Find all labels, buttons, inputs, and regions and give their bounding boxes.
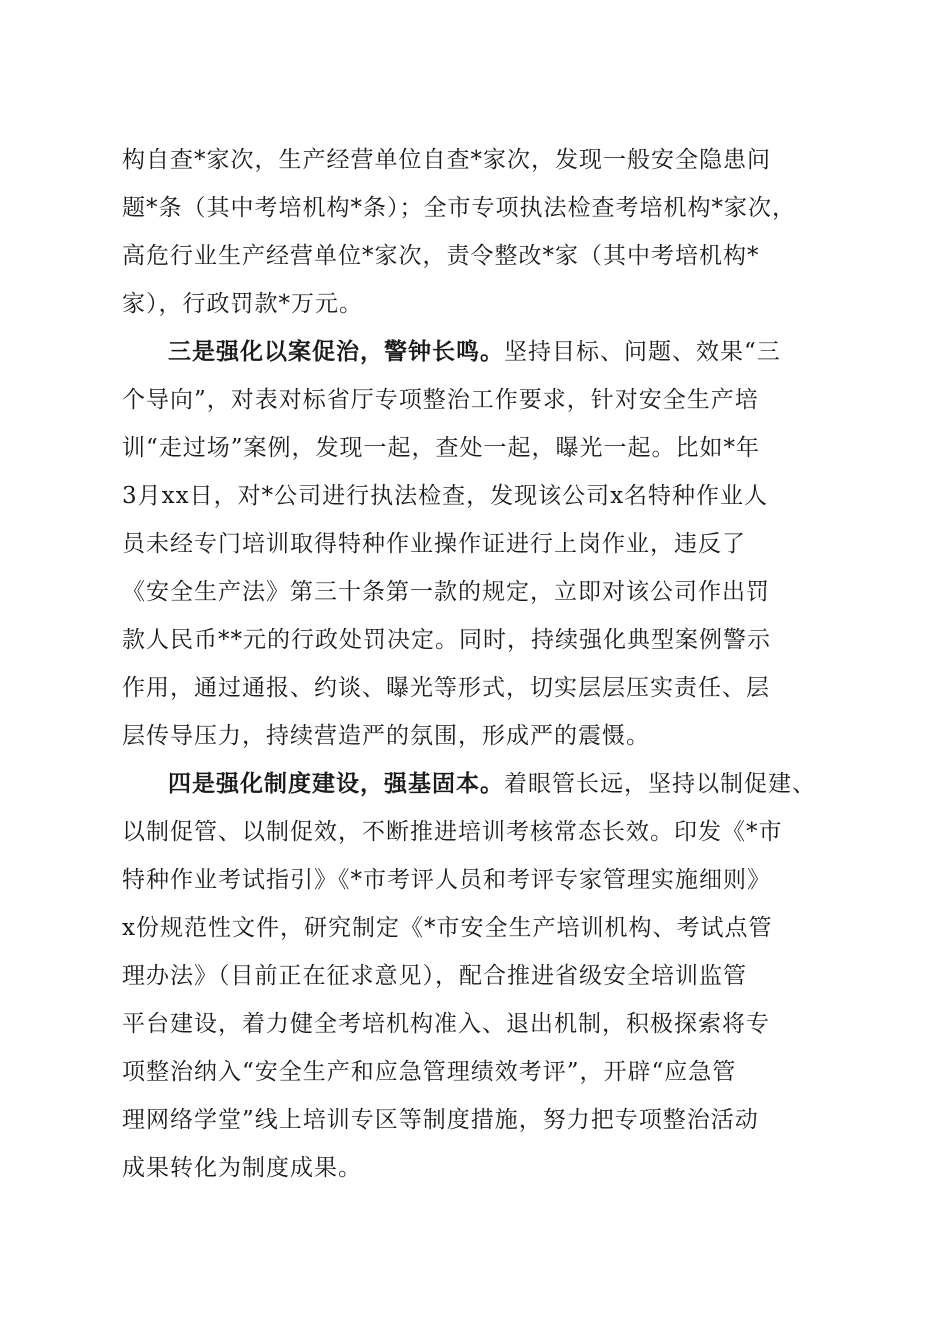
paragraph-text: 着眼管长远，坚持以制促建、 xyxy=(504,771,816,797)
paragraph-line: 高危行业生产经营单位*家次，责令整改*家（其中考培机构* xyxy=(122,243,760,269)
paragraph-text: 坚持目标、问题、效果“三 xyxy=(504,339,781,365)
paragraph-line: 员未经专门培训取得特种作业操作证进行上岗作业，违反了 xyxy=(122,531,746,557)
paragraph-line: 作用，通过通报、约谈、曝光等形式，切实层层压实责任、层 xyxy=(122,675,770,701)
paragraph-line: 理办法》（目前正在征求意见），配合推进省级安全培训监管 xyxy=(122,963,747,989)
paragraph-line: 《安全生产法》第三十条第一款的规定，立即对该公司作出罚 xyxy=(122,579,770,605)
paragraph-line: 家），行政罚款*万元。 xyxy=(122,291,363,317)
paragraph-line: 个导向”，对表对标省厅专项整治工作要求，针对安全生产培 xyxy=(122,387,759,413)
paragraph-line: 项整治纳入“安全生产和应急管理绩效考评”，开辟“应急管 xyxy=(122,1059,737,1085)
paragraph-first-line xyxy=(168,764,816,804)
paragraph-line: 平台建设，着力健全考培机构准入、退出机制，积极探索将专 xyxy=(122,1011,770,1037)
paragraph-heading: 三是强化以案促治，警钟长鸣。 xyxy=(168,338,504,365)
paragraph-line: 3月xx日，对*公司进行执法检查，发现该公司x名特种作业人 xyxy=(122,483,769,509)
paragraph-line: 构自查*家次，生产经营单位自查*家次，发现一般安全隐患问 xyxy=(122,147,771,173)
paragraph-line: 款人民币**元的行政处罚决定。同时，持续强化典型案例警示 xyxy=(122,627,771,653)
paragraph-line: 以制促管、以制促效，不断推进培训考核常态长效。印发《*市 xyxy=(122,819,783,845)
paragraph-line: 特种作业考试指引》《*市考评人员和考评专家管理实施细则》 xyxy=(122,867,771,893)
paragraph-heading: 四是强化制度建设，强基固本。 xyxy=(168,770,504,797)
paragraph-line: 层传导压力，持续营造严的氛围，形成严的震慑。 xyxy=(122,723,650,749)
paragraph-line: 成果转化为制度成果。 xyxy=(122,1155,362,1181)
paragraph-line: 理网络学堂”线上培训专区等制度措施，努力把专项整治活动 xyxy=(122,1107,759,1133)
paragraph-line: 题*条（其中考培机构*条）；全市专项执法检查考培机构*家次， xyxy=(122,195,796,221)
paragraph-line: 训“走过场”案例，发现一起，查处一起，曝光一起。比如*年 xyxy=(122,435,761,461)
paragraph-line: x份规范性文件，研究制定《*市安全生产培训机构、考试点管 xyxy=(122,915,773,941)
paragraph-first-line xyxy=(168,332,781,372)
